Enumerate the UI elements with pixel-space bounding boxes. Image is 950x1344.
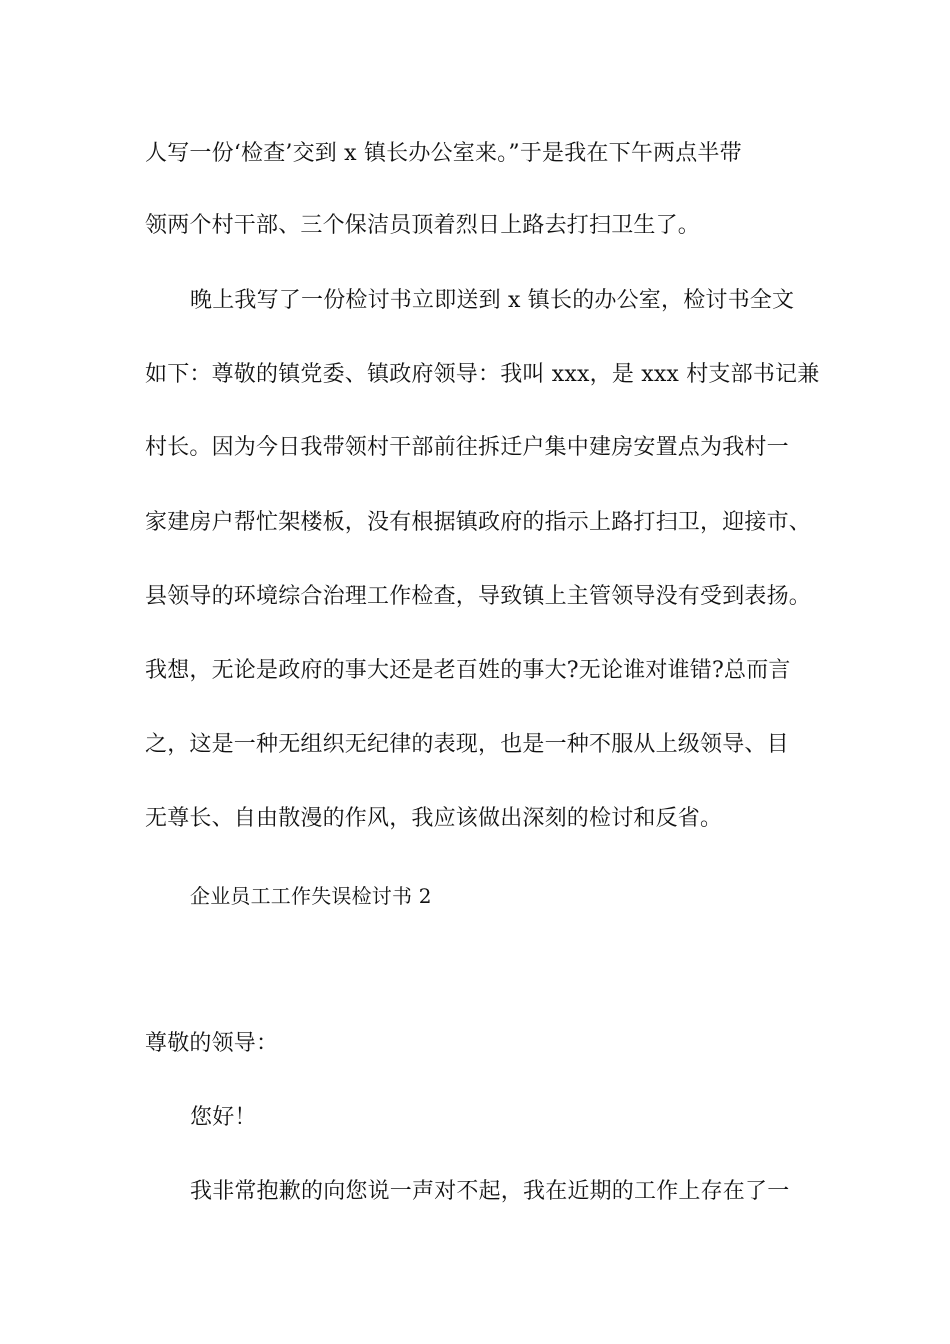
paragraph-2-line-3: 村长。因为今日我带领村干部前往拆迁户集中建房安置点为我村一 xyxy=(145,435,789,460)
paragraph-2-line-4: 家建房户帮忙架楼板，没有根据镇政府的指示上路打扫卫，迎接市、 xyxy=(145,510,812,535)
paragraph-1-line-2: 领两个村干部、三个保洁员顶着烈日上路去打扫卫生了。 xyxy=(145,213,701,238)
greeting: 您好！ xyxy=(190,1105,257,1130)
paragraph-1-line-1: 人写一份‘检查’交到 x 镇长办公室来。”于是我在下午两点半带 xyxy=(145,141,742,166)
paragraph-2-line-1: 晚上我写了一份检讨书立即送到 x 镇长的办公室，检讨书全文 xyxy=(190,288,795,313)
paragraph-2-line-2: 如下：尊敬的镇党委、镇政府领导：我叫 xxx，是 xxx 村支部书记兼 xyxy=(145,362,820,387)
paragraph-3-line-1: 我非常抱歉的向您说一声对不起，我在近期的工作上存在了一 xyxy=(190,1179,790,1204)
section-title: 企业员工工作失误检讨书 2 xyxy=(190,884,432,908)
salutation: 尊敬的领导： xyxy=(145,1031,279,1056)
paragraph-2-line-8: 无尊长、自由散漫的作风，我应该做出深刻的检讨和反省。 xyxy=(145,806,723,831)
paragraph-2-line-6: 我想，无论是政府的事大还是老百姓的事大?无论谁对谁错?总而言 xyxy=(145,658,791,683)
paragraph-2-line-7: 之，这是一种无组织无纪律的表现，也是一种不服从上级领导、目 xyxy=(145,732,789,757)
paragraph-2-line-5: 县领导的环境综合治理工作检查，导致镇上主管领导没有受到表扬。 xyxy=(145,584,812,609)
